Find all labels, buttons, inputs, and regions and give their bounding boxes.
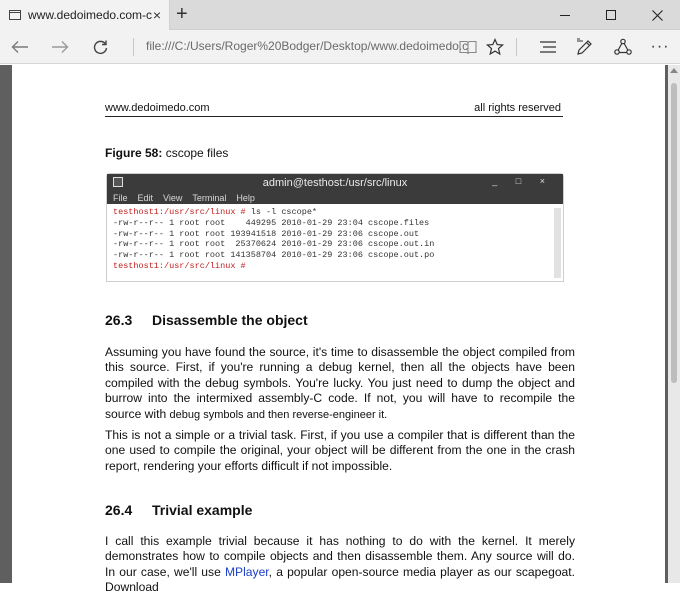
paragraph-text: , a popular open-source media player as our scapegoat. Download	[105, 564, 575, 595]
figure-label: Figure 58:	[105, 146, 163, 160]
minimize-button[interactable]	[542, 0, 588, 30]
share-icon	[614, 38, 632, 56]
share-button[interactable]	[612, 30, 634, 64]
section-heading	[105, 502, 252, 518]
paragraph-text: I call this example trivial because it has nothing to do with the kernel. It merely demonstrates how to compile objects and then disassemble them. Any source will do. In our case, we'll use	[105, 534, 575, 579]
terminal-menu-file: File	[113, 192, 128, 203]
vertical-scrollbar[interactable]	[668, 65, 680, 583]
terminal-title: admin@testhost:/usr/src/linux	[262, 176, 408, 189]
close-tab-icon[interactable]: ×	[152, 7, 161, 23]
header-right: all rights reserved	[474, 102, 561, 114]
terminal-line	[113, 261, 557, 272]
toolbar-separator	[516, 38, 517, 56]
paragraph-text: Assuming you have found the source, it's time to disassemble the object compiled from this source. First, if you're running a debug kernel, then all the objects have been compiled with the debug symbols. You're lucky. You just need to dump the object and burrow into the intermixed assembly-C code. If not, you will have to recompile the source with	[105, 345, 575, 421]
terminal-line	[113, 239, 557, 250]
address-toolbar	[0, 30, 680, 64]
pdf-viewer	[0, 65, 680, 595]
terminal-prompt: testhost1:/usr/src/linux #	[113, 207, 246, 217]
book-icon	[459, 40, 477, 55]
page-icon	[9, 10, 21, 20]
minimize-icon	[560, 15, 570, 16]
terminal-text: -rw-r--r-- 1 root root 141358704 2010-01-29 23:06 cscope.out.po	[113, 250, 435, 261]
refresh-icon	[92, 39, 109, 56]
terminal-text: -rw-r--r-- 1 root root 25370624 2010-01-29 23:06 cscope.out.in	[113, 239, 435, 250]
figure-caption	[105, 146, 228, 160]
paragraph-text: This is not a simple or a trivial task. First, if you use a compiler that is different than the one used to compile the original, your object will be different from the one in the crash report, rendering your efforts difficult if not impossible.	[105, 428, 575, 473]
paragraph	[105, 428, 575, 474]
terminal-line	[113, 218, 557, 229]
page-header	[105, 102, 561, 114]
terminal-line	[113, 250, 557, 261]
terminal-output	[107, 204, 563, 275]
more-menu-button[interactable]: ···	[650, 38, 670, 55]
forward-arrow-icon	[51, 40, 69, 54]
new-tab-button[interactable]: +	[176, 3, 188, 25]
tab-title: www.dedoimedo.com-c	[28, 8, 153, 22]
close-window-button[interactable]	[634, 0, 680, 30]
terminal-menu-edit: Edit	[137, 192, 154, 203]
back-arrow-icon	[11, 40, 29, 54]
terminal-prompt: testhost1:/usr/src/linux #	[113, 260, 246, 271]
terminal-titlebar	[107, 174, 563, 191]
terminal-text: ls -l cscope*	[245, 207, 318, 217]
header-left: www.dedoimedo.com	[105, 102, 210, 114]
terminal-menu-view: View	[163, 192, 183, 203]
terminal-icon	[113, 177, 123, 187]
terminal-menu-help: Help	[236, 192, 255, 203]
section-title: Disassemble the object	[152, 312, 308, 328]
close-icon	[652, 10, 663, 21]
terminal-text: -rw-r--r-- 1 root root 193941518 2010-01-29 23:06 cscope.out	[113, 228, 420, 239]
tab-bar	[0, 0, 680, 30]
section-number: 26.3	[105, 312, 133, 328]
hub-icon	[539, 40, 557, 54]
star-icon	[486, 38, 504, 56]
paragraph	[105, 345, 575, 423]
header-rule	[105, 116, 563, 117]
maximize-button[interactable]	[588, 0, 634, 30]
section-number: 26.4	[105, 502, 133, 518]
hub-button[interactable]	[537, 30, 559, 64]
figure-caption-text: cscope files	[165, 146, 229, 160]
address-bar[interactable]: file:///C:/Users/Roger%20Bodger/Desktop/www.dedoimedo.c	[146, 39, 469, 53]
scroll-thumb[interactable]	[671, 83, 677, 383]
back-button[interactable]	[8, 30, 32, 64]
section-heading	[105, 312, 308, 328]
terminal-menu	[107, 191, 563, 204]
reading-view-button[interactable]	[457, 30, 479, 64]
paragraph-text-small: debug symbols and then reverse-engineer it.	[169, 408, 388, 421]
terminal-line	[113, 207, 557, 218]
terminal-menu-terminal: Terminal	[192, 192, 227, 203]
document-page	[12, 65, 665, 595]
paragraph	[105, 534, 575, 596]
refresh-button[interactable]	[88, 30, 112, 64]
pen-note-icon	[576, 38, 594, 56]
terminal-line	[113, 229, 557, 240]
terminal-screenshot	[106, 173, 564, 282]
terminal-scrollbar	[554, 208, 561, 278]
browser-tab[interactable]	[0, 0, 170, 30]
forward-button[interactable]	[48, 30, 72, 64]
maximize-icon	[606, 10, 616, 20]
terminal-window-buttons: _ □ ×	[492, 176, 553, 186]
mplayer-link[interactable]: MPlayer	[224, 564, 269, 579]
address-separator	[133, 38, 134, 56]
scroll-up-arrow-icon[interactable]	[670, 68, 678, 73]
terminal-text: -rw-r--r-- 1 root root 449295 2010-01-29 23:04 cscope.files	[113, 217, 430, 228]
web-note-button[interactable]	[574, 30, 596, 64]
section-title: Trivial example	[152, 502, 253, 518]
favorite-button[interactable]	[484, 30, 506, 64]
